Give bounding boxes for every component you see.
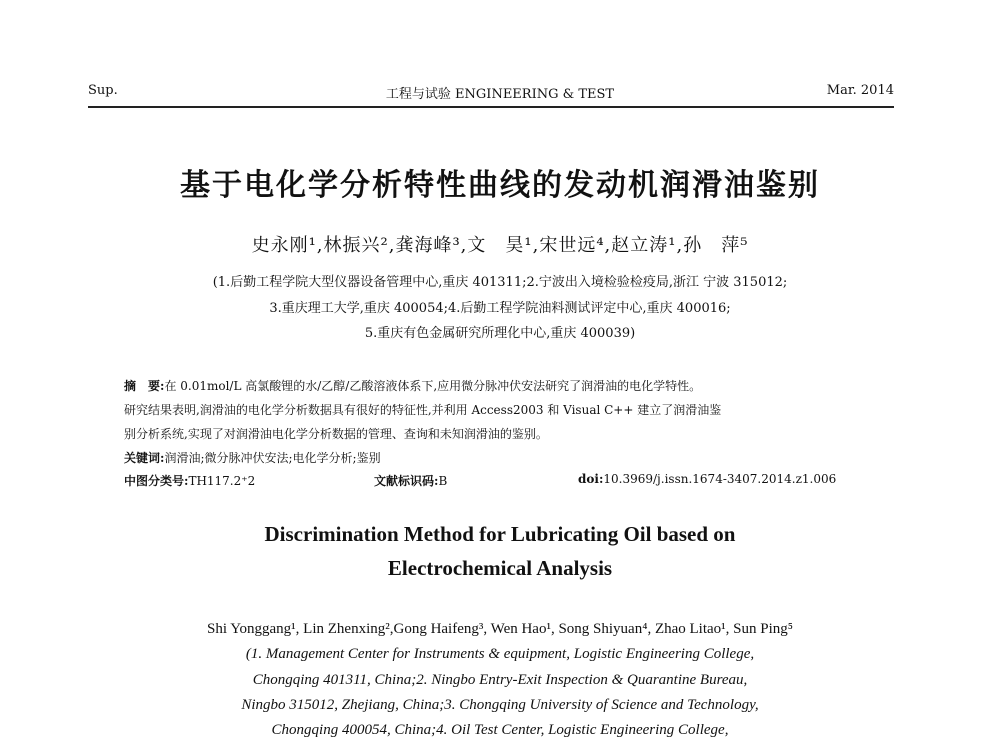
abstract-text: 在 0.01mol/L 高氯酸锂的水/乙醇/乙酸溶液体系下,应用微分脉冲伏安法研究了润滑油的电化学特性。 (164, 379, 702, 393)
doc-code-text: B (438, 474, 448, 488)
chinese-affiliation-line: 3.重庆理工大学,重庆 400054;4.后勤工程学院油料测试评定中心,重庆 400016; (269, 301, 731, 316)
keywords-label: 关键词: (124, 451, 165, 465)
running-header-supplement: Sup. (88, 83, 118, 98)
abstract-line: 别分析系统,实现了对润滑油电化学分析数据的管理、查询和未知润滑油的鉴别。 (124, 427, 548, 441)
abstract-line: 研究结果表明,润滑油的电化学分析数据具有很好的特征性,并利用 Access2003 和 Visual C++ 建立了润滑油鉴 (124, 403, 722, 417)
chinese-title: 基于电化学分析特性曲线的发动机润滑油鉴别 (180, 168, 820, 203)
keywords (124, 449, 381, 466)
english-title-line: Electrochemical Analysis (387, 556, 613, 580)
chinese-authors: 史永刚¹,林振兴²,龚海峰³,文 昊¹,宋世远⁴,赵立涛¹,孙 萍⁵ (251, 235, 749, 256)
chinese-affiliation-line: (1.后勤工程学院大型仪器设备管理中心,重庆 401311;2.宁波出入境检验检疫局,浙江 宁波 315012; (212, 275, 788, 290)
abstract-line (124, 377, 701, 394)
keywords-text: 润滑油;微分脉冲伏安法;电化学分析;鉴别 (164, 451, 381, 465)
doc-code-label: 文献标识码: (374, 474, 439, 488)
clc-label: 中图分类号: (124, 474, 189, 488)
english-affiliation-line: Chongqing 400054, China;4. Oil Test Center, Logistic Engineering College, (271, 722, 729, 738)
classification-number (124, 472, 255, 489)
doi-text: 10.3969/j.issn.1674-3407.2014.z1.006 (603, 472, 837, 486)
clc-text: TH117.2⁺2 (188, 474, 256, 488)
document-code (374, 472, 447, 489)
english-affiliation-line: Ningbo 315012, Zhejiang, China;3. Chongqing University of Science and Technology, (241, 697, 759, 713)
english-title-line: Discrimination Method for Lubricating Oil based on (264, 522, 736, 546)
header-rule (88, 106, 894, 108)
doi (578, 472, 836, 486)
doi-label: doi: (578, 472, 604, 486)
chinese-affiliation-line: 5.重庆有色金属研究所理化中心,重庆 400039) (364, 326, 636, 341)
running-header-journal: 工程与试验 ENGINEERING & TEST (385, 87, 615, 102)
english-affiliation-line: (1. Management Center for Instruments & equipment, Logistic Engineering College, (245, 646, 755, 662)
running-header-date: Mar. 2014 (826, 83, 894, 98)
english-authors: Shi Yonggang¹, Lin Zhenxing²,Gong Haifeng³, Wen Hao¹, Song Shiyuan⁴, Zhao Litao¹, Sun Ping⁵ (206, 621, 794, 637)
english-affiliation-line: Chongqing 401311, China;2. Ningbo Entry-Exit Inspection & Quarantine Bureau, (252, 672, 748, 688)
abstract-label: 摘 要: (124, 379, 165, 393)
